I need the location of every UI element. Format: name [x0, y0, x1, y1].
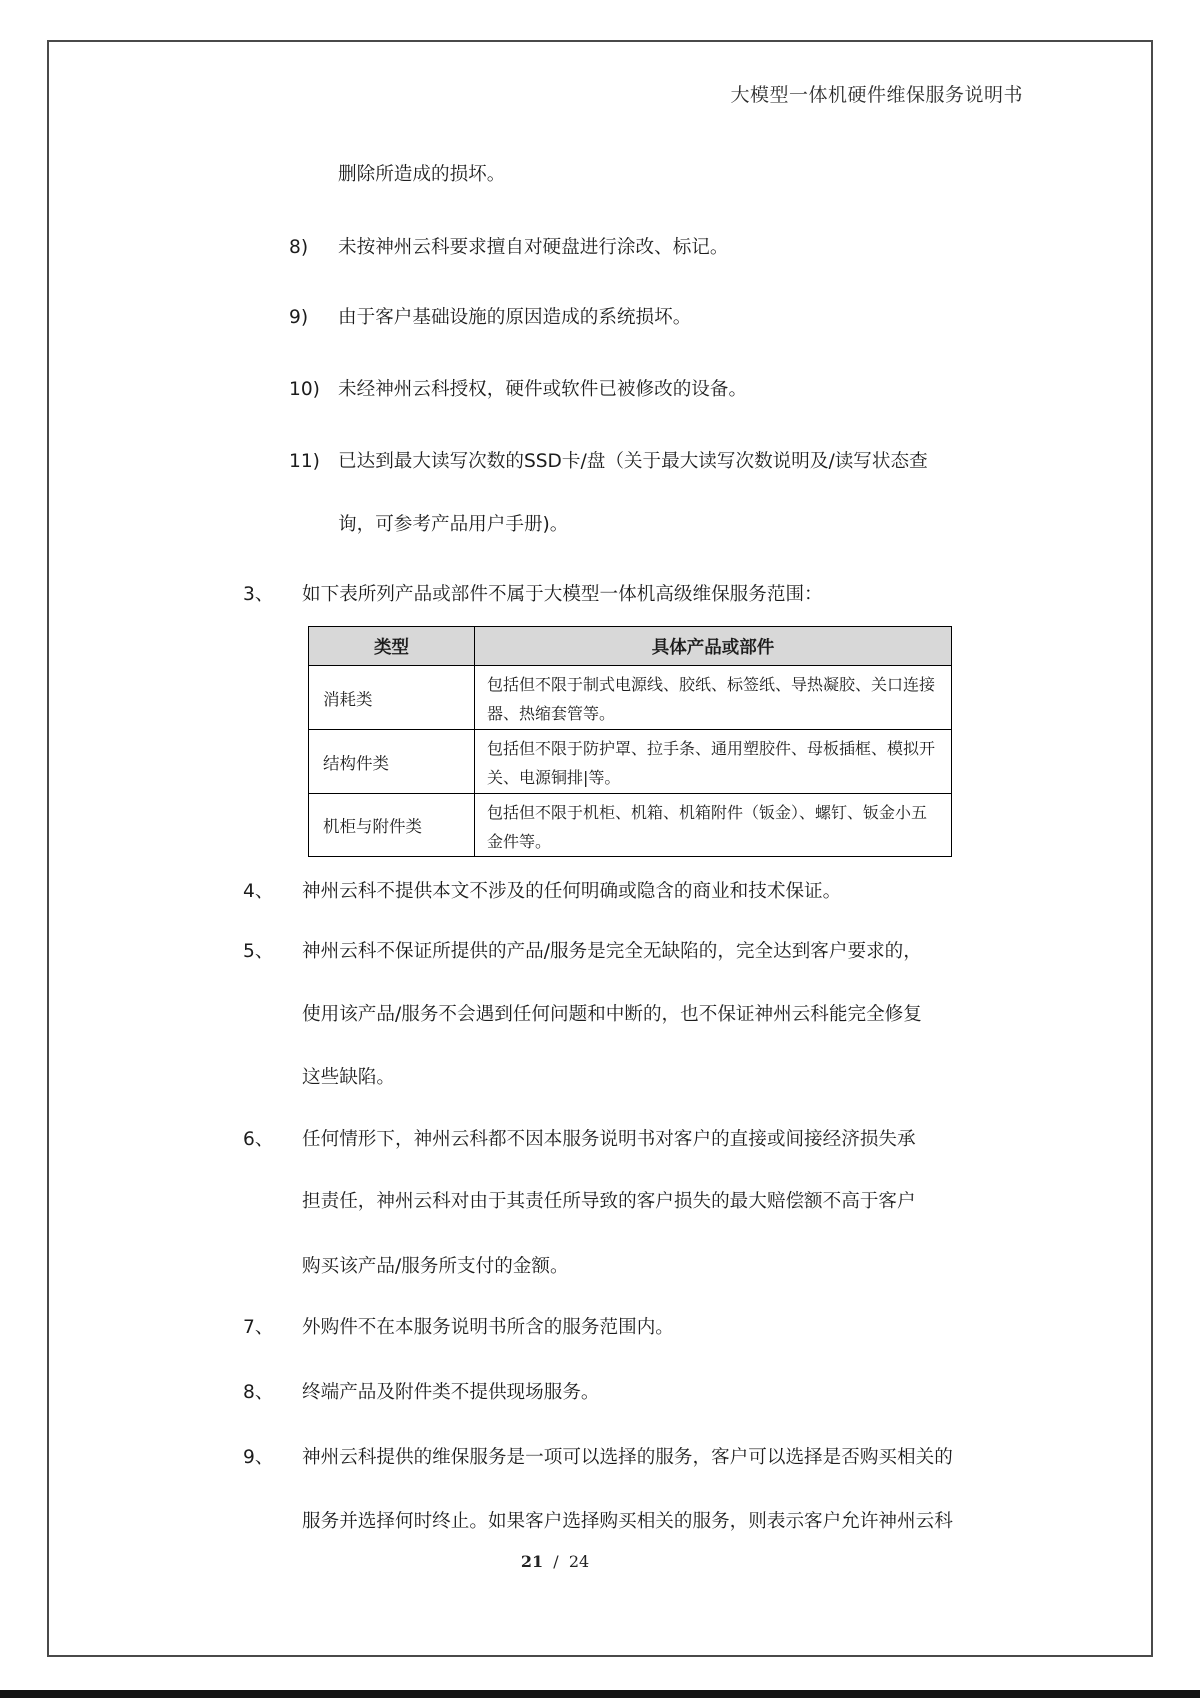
- section-item-6: [243, 1111, 916, 1169]
- section-item-7-text: 外购件不在本服务说明书所含的服务范围内。: [302, 1317, 674, 1338]
- page-number-separator: /: [553, 1552, 559, 1571]
- section-item-3-text: 如下表所列产品或部件不属于大模型一体机高级维保服务范围：: [302, 584, 823, 605]
- table-row-consumables: [309, 665, 951, 729]
- list-item-11-text-line1: 已达到最大读写次数的SSD卡/盘（关于最大读写次数说明及/读写状态查: [338, 451, 928, 472]
- list-item-8: [289, 219, 728, 277]
- table-header-type: 类型: [309, 627, 475, 665]
- table-cell-type-structural: 结构件类: [309, 730, 475, 793]
- list-item-11-text-line2: 询，可参考产品用户手册)。: [338, 514, 569, 535]
- section-item-5-line2: 使用该产品/服务不会遇到任何问题和中断的，也不保证神州云科能完全修复: [302, 1004, 922, 1025]
- page-number-total: 24: [568, 1552, 590, 1571]
- section-item-6-number: 6、: [243, 1129, 274, 1150]
- section-item-4: [243, 863, 841, 921]
- section-item-4-number: 4、: [243, 881, 274, 902]
- paragraph-continuation: 删除所造成的损坏。: [338, 164, 506, 185]
- table-cell-detail-cabinet: [475, 794, 951, 856]
- list-item-9-number: 9): [289, 307, 309, 328]
- section-item-3-number: 3、: [243, 584, 274, 605]
- section-item-8-number: 8、: [243, 1382, 274, 1403]
- document-header-title: 大模型一体机硬件维保服务说明书: [730, 84, 1023, 106]
- section-item-9-line1: 神州云科提供的维保服务是一项可以选择的服务，客户可以选择是否购买相关的: [302, 1447, 953, 1468]
- page-footer: [460, 1548, 650, 1576]
- list-item-8-number: 8): [289, 237, 309, 258]
- table-cell-type-cabinet: 机柜与附件类: [309, 794, 475, 856]
- section-item-4-text: 神州云科不提供本文不涉及的任何明确或隐含的商业和技术保证。: [302, 881, 842, 902]
- list-item-8-text: 未按神州云科要求擅自对硬盘进行涂改、标记。: [338, 237, 729, 258]
- table-cell-type-consumables: 消耗类: [309, 666, 475, 729]
- section-item-9-line2: 服务并选择何时终止。如果客户选择购买相关的服务，则表示客户允许神州云科: [302, 1511, 953, 1532]
- section-item-5-line1: 神州云科不保证所提供的产品/服务是完全无缺陷的，完全达到客户要求的，: [302, 941, 922, 962]
- section-item-9: [243, 1429, 953, 1487]
- section-item-6-line2: 担责任，神州云科对由于其责任所导致的客户损失的最大赔偿额不高于客户: [302, 1191, 916, 1212]
- section-item-5: [243, 923, 922, 981]
- section-item-3: [243, 566, 823, 624]
- list-item-9-text: 由于客户基础设施的原因造成的系统损坏。: [338, 307, 692, 328]
- page-number-current: 21: [520, 1552, 544, 1571]
- table-cell-detail-line: 器、热缩套管等。: [487, 704, 616, 723]
- section-item-6-line1: 任何情形下，神州云科都不因本服务说明书对客户的直接或间接经济损失承: [302, 1129, 916, 1150]
- table-cell-detail-structural: [475, 730, 951, 793]
- section-item-7-number: 7、: [243, 1317, 274, 1338]
- section-item-7: [243, 1299, 674, 1357]
- list-item-11-number: 11): [289, 451, 320, 472]
- section-item-8-text: 终端产品及附件类不提供现场服务。: [302, 1382, 600, 1403]
- list-item-10: [289, 361, 747, 419]
- table-header-detail: 具体产品或部件: [651, 637, 775, 658]
- table-cell-detail-consumables: [475, 666, 951, 729]
- list-item-10-text: 未经神州云科授权，硬件或软件已被修改的设备。: [338, 379, 748, 400]
- scan-edge-strip: [0, 1690, 1200, 1698]
- table-cell-detail-line: 包括但不限于防护罩、拉手条、通用塑胶件、母板插框、模拟开: [487, 739, 936, 758]
- excluded-products-table: [308, 626, 952, 857]
- table-row-cabinet: [309, 793, 951, 856]
- section-item-5-line3: 这些缺陷。: [302, 1067, 395, 1088]
- table-cell-detail-line: 金件等。: [487, 831, 552, 851]
- table-header-row: [309, 627, 951, 665]
- table-cell-detail-line: 关、电源铜排|等。: [487, 768, 621, 787]
- list-item-9: [289, 289, 691, 347]
- section-item-9-number: 9、: [243, 1447, 274, 1468]
- table-cell-detail-line: 包括但不限于机柜、机箱、机箱附件（钣金）、螺钉、钣金小五: [487, 802, 928, 822]
- list-item-11: [289, 433, 928, 491]
- section-item-8: [243, 1364, 600, 1422]
- table-cell-detail-line: 包括但不限于制式电源线、胶纸、标签纸、导热凝胶、关口连接: [487, 675, 936, 694]
- section-item-6-line3: 购买该产品/服务所支付的金额。: [302, 1256, 569, 1277]
- table-row-structural: [309, 729, 951, 793]
- list-item-10-number: 10): [289, 379, 320, 400]
- section-item-5-number: 5、: [243, 941, 274, 962]
